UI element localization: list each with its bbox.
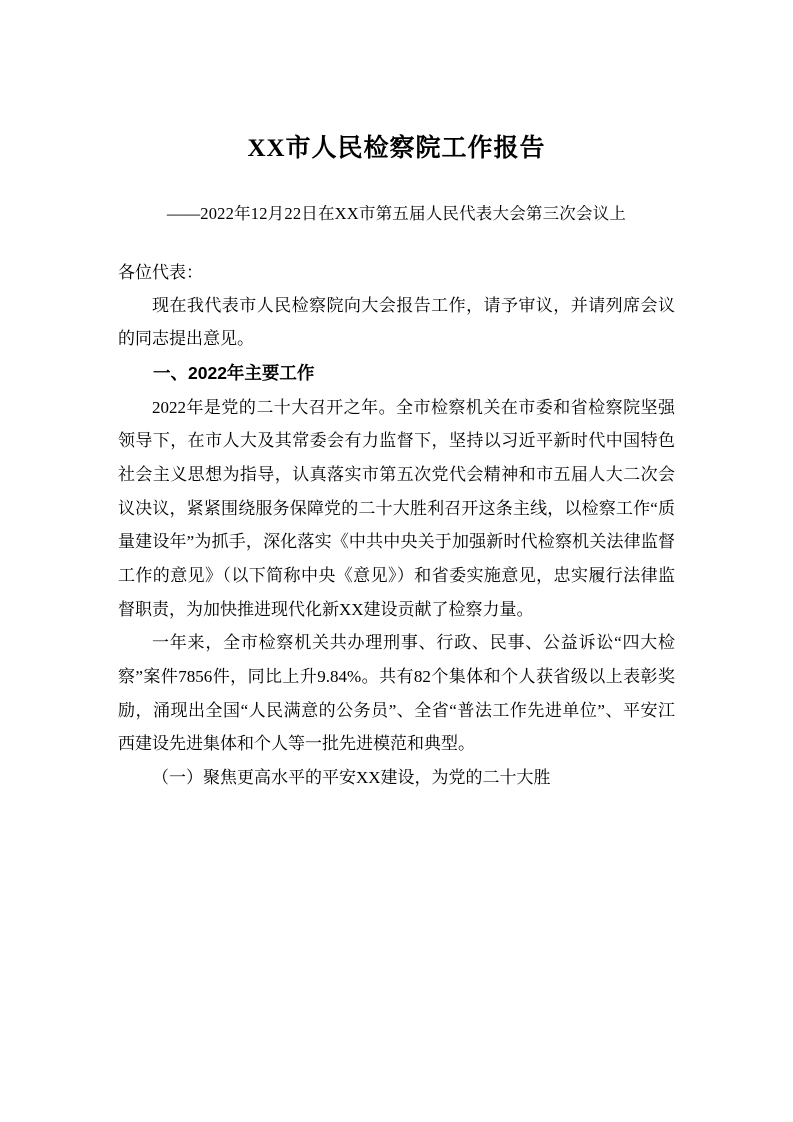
body-paragraph-2: 一年来，全市检察机关共办理刑事、行政、民事、公益诉讼“四大检察”案件7856件，同比上升9.84%。共有82个集体和个人获省级以上表彰奖励，涌现出全国“人民满意的公务员”、全省“普法工作先进单位”、平安江西建设先进集体和个人等一批先进模范和典型。 <box>118 633 675 754</box>
section-heading-1: 一、2022年主要工作 <box>153 363 315 384</box>
page-title: XX市人民检察院工作报告 <box>247 135 546 162</box>
intro-paragraph: 现在我代表市人民检察院向大会报告工作，请予审议，并请列席会议的同志提出意见。 <box>118 295 675 349</box>
body-paragraph-3: （一）聚焦更高水平的平安XX建设，为党的二十大胜 <box>152 767 551 787</box>
document-subtitle: ——2022年12月22日在XX市第五届人民代表大会第三次会议上 <box>166 203 627 223</box>
salutation: 各位代表： <box>118 262 203 282</box>
body-paragraph-1: 2022年是党的二十大召开之年。全市检察机关在市委和省检察院坚强领导下，在市人大及其常委会有力监督下，坚持以习近平新时代中国特色社会主义思想为指导，认真落实市第五次党代会精神和市五届人大二次会议决议，紧紧围绕服务保障党的二十大胜利召开这条主线，以检察工作“质量建设年”为抓手，深化落实《中共中央关于加强新时代检察机关法律监督工作的意见》（以下简称中央《意见》）和省委实施意见，忠实履行法律监督职责，为加快推进现代化新XX建设贡献了检察力量。 <box>118 397 675 619</box>
